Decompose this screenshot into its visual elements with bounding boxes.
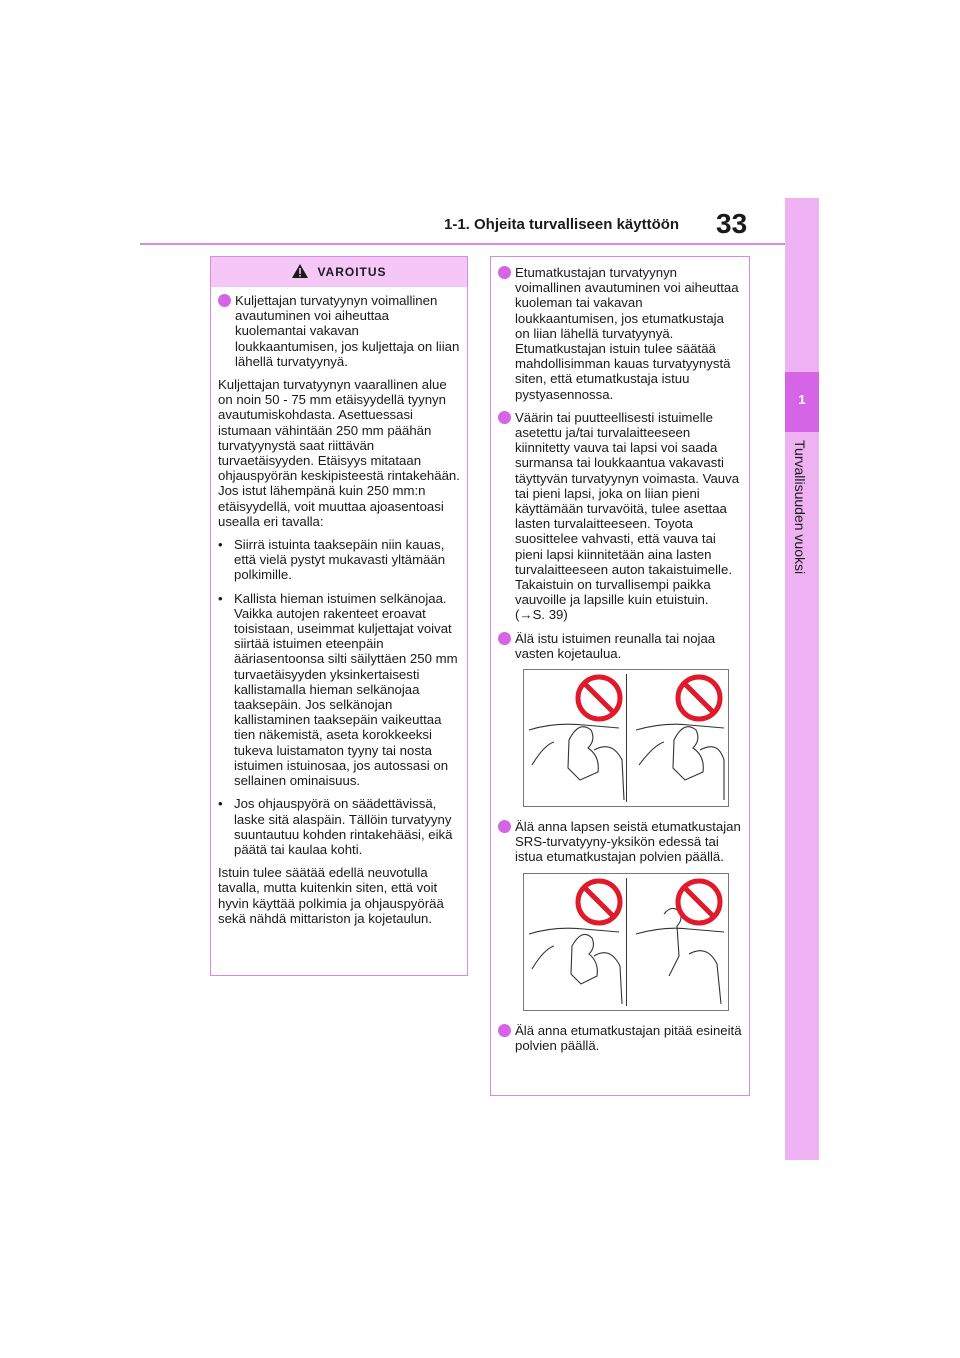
prohibition-icon — [678, 677, 720, 719]
sub-bullet-icon: • — [218, 590, 223, 606]
bullet-dot-icon — [218, 294, 231, 307]
chapter-side-tab — [785, 198, 819, 1160]
list-item — [498, 819, 742, 865]
paragraph: Kuljettajan turvatyynyn vaarallinen alue on noin 50 - 75 mm etäisyydellä tyynyn avautumiskohdasta. Asettuessasi istumaan vähintään 250 mm päähän turvatyynystä saat riittävän turvaetäisyyden. Etäisyys mitataan ohjauspyörän keskipisteestä rintakehään. Jos istut lähempänä kuin 250 mm:n etäisyydellä, voit muuttaa ajoasentoasi usealla eri tavalla: — [218, 377, 460, 529]
sub-list-item — [218, 796, 460, 857]
section-title: 1-1. Ohjeita turvalliseen käyttöön — [444, 216, 680, 233]
warning-content-right — [491, 257, 749, 1053]
list-item — [498, 1023, 742, 1053]
list-item — [498, 631, 742, 661]
bullet-dot-icon — [498, 632, 511, 645]
bullet-dot-icon — [498, 266, 511, 279]
sub-bullet-icon: • — [218, 796, 223, 812]
illustration-leaning-forward — [523, 669, 729, 807]
paragraph: Istuin tulee säätää edellä neuvotulla tavalla, mutta kuitenkin siten, että voit hyvin käyttää polkimia ja ohjauspyörää sekä nähdä mittariston ja kojetaulun. — [218, 865, 444, 926]
sub-text: Jos ohjauspyörä on säädettävissä, laske sitä alaspäin. Tällöin turvatyyny suuntautuu kohden rintakehääsi, eikä päätä tai kaulaa kohti. — [234, 796, 453, 857]
sub-list-item — [218, 537, 460, 583]
bullet-dot-icon — [498, 820, 511, 833]
bullet-dot-icon — [498, 411, 511, 424]
bullet-text: Älä anna etumatkustajan pitää esineitä polvien päällä. — [515, 1022, 742, 1053]
chapter-title: Turvallisuuden vuoksi — [792, 440, 808, 575]
sub-text: Siirrä istuinta taaksepäin niin kauas, että vielä pystyt mukavasti yltämään polkimille. — [234, 537, 446, 583]
bullet-dot-icon — [498, 1024, 511, 1037]
page-number: 33 — [716, 208, 748, 239]
warning-box-right — [490, 256, 750, 1096]
list-item — [218, 293, 460, 369]
list-item — [498, 265, 742, 402]
header-rule — [140, 243, 785, 245]
sub-list-item — [218, 591, 460, 789]
prohibition-icon — [578, 881, 620, 923]
warning-title: VAROITUS — [317, 265, 387, 279]
sub-bullet-icon: • — [218, 537, 223, 553]
illustration-divider — [626, 674, 627, 802]
chapter-number: 1 — [798, 392, 806, 407]
bullet-text: Älä anna lapsen seistä etumatkustajan SRS-turvatyyny-yksikön edessä tai istua etumatkustajan polvien päällä. — [515, 819, 741, 865]
warning-content-left — [211, 287, 467, 926]
warning-header — [211, 257, 467, 287]
prohibition-icon — [578, 677, 620, 719]
bullet-text: Väärin tai puutteellisesti istuimelle asetettu ja/tai turvalaitteeseen kiinnitetty vauva tai lapsi voi saada surmansa tai loukkaantua vakavasti täyttyvän turvatyynyn voimasta. Vauva tai pieni lapsi, joka on liian pieni käyttämään turvavöitä, tulee asettaa lasten turvalaitteeseen. Toyota suosittelee vahvasti, että vauva tai pieni lapsi kiinnitetään aina lasten turvalaitteeseen auton takaistuimelle. Takaistuin on turvallisempi paikka vauvoille ja lapsille kuin etuistuin. (→S. 39) — [515, 409, 740, 623]
bullet-text: Kuljettajan turvatyynyn voimallinen avautuminen voi aiheuttaa kuolemantai vakavan loukkaantumisen, jos kuljettaja on liian lähellä turvatyynyä. — [235, 293, 460, 369]
warning-triangle-icon — [291, 263, 309, 282]
sub-text: Kallista hieman istuimen selkänojaa. Vaikka autojen rakenteet eroavat toisistaan, useimmat kuljettajat voivat siirtää istuimen eteenpäin ääriasentoonsa silti säilyttäen 250 mm turvaetäisyyden yksinkertaisesti kallistamalla hieman selkänojaa taaksepäin. Jos selkänojan kallistaminen taaksepäin vaikeuttaa tien näkemistä, aseta korokkeeksi tukeva luistamaton tyyny tai nosta istuimen istuinosaa, jos autossasi on sellainen ominaisuus. — [234, 590, 458, 789]
list-item — [498, 410, 742, 623]
bullet-text: Älä istu istuimen reunalla tai nojaa vasten kojetaulua. — [515, 630, 716, 661]
bullet-text: Etumatkustajan turvatyynyn voimallinen avautuminen voi aiheuttaa kuoleman tai vakavan loukkaantumisen, jos etumatkustaja on liian lähellä turvatyynyä. Etumatkustajan istuin tulee säätää mahdollisimman kauas turvatyynystä siten, että etumatkustaja istuu pystyasennossa. — [515, 265, 739, 402]
prohibition-icon — [678, 881, 720, 923]
illustration-divider — [626, 878, 627, 1006]
warning-box-left — [210, 256, 468, 976]
illustration-child-standing — [523, 873, 729, 1011]
